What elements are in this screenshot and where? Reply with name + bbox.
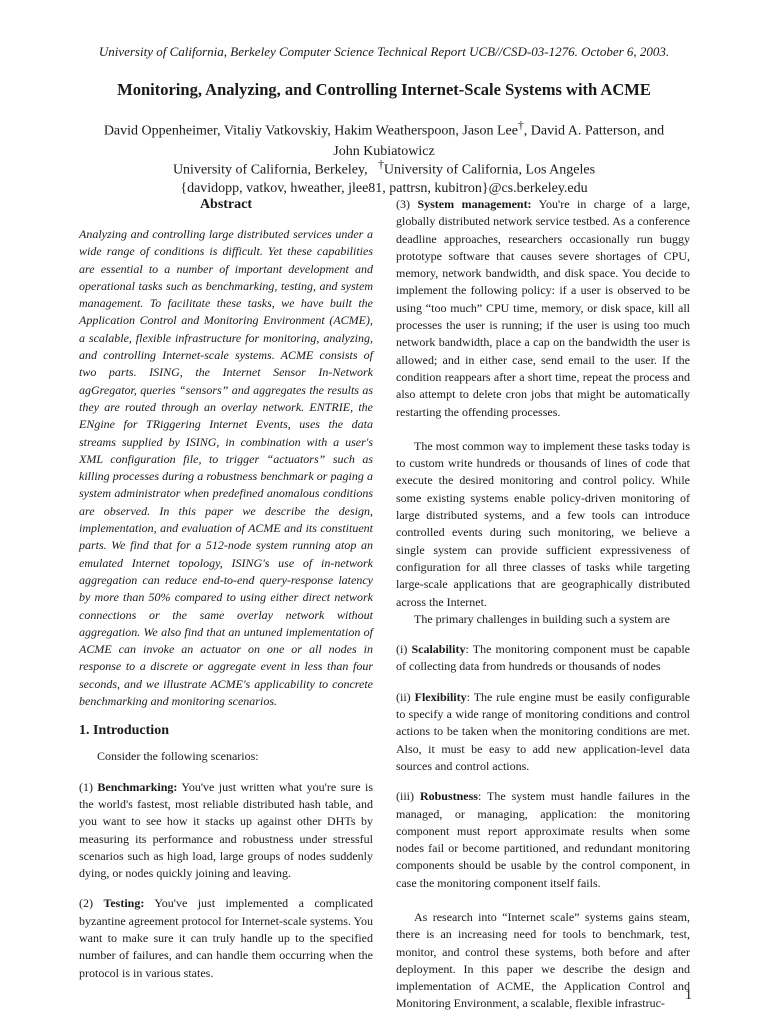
author-emails: {davidopp, vatkov, hweather, jlee81, pattrsn, kubitron}@cs.berkeley.edu bbox=[180, 180, 588, 196]
affiliations bbox=[0, 156, 768, 198]
affiliation-berkeley: University of California, Berkeley, bbox=[172, 162, 368, 178]
paragraph-challenges: The primary challenges in building such a system are bbox=[414, 611, 670, 626]
scenario-testing: (2) Testing: You've just implemented a complicated byzantine agreement protocol for Internet-scale systems. You want to make sure it can truly handle up to the specified number of failures, and can handle them occurring when the protocol is in various states. bbox=[79, 896, 373, 980]
authors-line1: David Oppenheimer, Vitaliy Vatkovskiy, Hakim Weatherspoon, Jason Lee bbox=[103, 123, 518, 139]
dagger-mark: † bbox=[517, 119, 524, 132]
page-number: 1 bbox=[685, 988, 692, 1003]
dagger-mark: † bbox=[378, 158, 384, 171]
intro-heading: 1. Introduction bbox=[79, 723, 169, 739]
authors-line2: John Kubiatowicz bbox=[333, 143, 435, 159]
author-list bbox=[70, 116, 698, 162]
authors-line1-end: , David A. Patterson, and bbox=[523, 123, 665, 139]
abstract-heading: Abstract bbox=[199, 197, 253, 212]
scenario-benchmarking: (1) Benchmarking: You've just written what you're sure is the world's fastest, most reliable distributed hash table, and you want to see how it stacks up against other DHTs by measuring its performance and robustness under stressful scenarios such as high load, large groups of nodes suddenly dying, or nodes quickly joining and leaving. bbox=[79, 779, 373, 881]
paper-title: Monitoring, Analyzing, and Controlling Internet-Scale Systems with ACME bbox=[117, 80, 651, 99]
paragraph-research: As research into “Internet scale” systems gains steam, there is an increasing need for tools to benchmark, test, monitor, and control these systems, both before and after deployment. In this paper we describe the design and implementation of ACME, the Application Control and Monitoring Environment, a scalable, flexible infrastruc- bbox=[396, 909, 690, 1011]
right-column bbox=[396, 196, 690, 1013]
report-header: University of California, Berkeley Computer Science Technical Report UCB//CSD-03-1276. October 6, 2003. bbox=[98, 44, 670, 59]
left-column bbox=[79, 196, 373, 982]
abstract-text: Analyzing and controlling large distributed services under a wide range of conditions is difficult. Yet these capabilities are essential to a number of important development and operational tasks such as benchmarking, testing, and system management. To facilitate these tasks, we have built the Application Control and Monitoring Environment (ACME), a scalable, flexible infrastructure for monitoring, analyzing, and controlling Internet-scale systems. ACME consists of two parts. ISING, the Internet Sensor In-Network agGregator, queries “sensors” and aggregates the results as they are routed through an overlay network. ENTRIE, the ENgine for TRiggering Internet Events, uses the data streams supplied by ISING, in combination with a user's XML configuration file, to trigger “actuators” such as killing processes during a robustness benchmark or paging a system administrator when predefined anomalous conditions are observed. In this paper we describe the design, implementation, and evaluation of ACME and its constituent parts. We find that for a 512-node system running atop an emulated Internet topology, ISING's use of in-network aggregation can reduce end-to-end query-response latency by more than 50% compared to using either direct network connections or the same overlay network without aggregation. We also find that an untuned implementation of ACME can invoke an actuator on one or all nodes in response to a discrete or aggregate event in less than four seconds, and we illustrate ACME's applicability to concrete benchmarking and monitoring scenarios. bbox=[79, 227, 373, 709]
challenge-flexibility: (ii) Flexibility: The rule engine must be easily configurable to specify a wide range of monitoring conditions and control actions to be taken when the monitoring conditions are met. Also, it must be easy to add new application-level data sources and control actions. bbox=[396, 689, 690, 773]
scenario-system-management: (3) System management: You're in charge of a large, globally distributed network service testbed. As a conference deadline approaches, researchers occasionally run buggy prototype software that causes severe shortages of CPU, memory, network bandwidth, and disk space. You decide to implement the following policy: if a user is observed to be using “too much” CPU time, memory, or disk space, kill all processes the user is running; if the user is using too much network bandwidth, place a cap on the bandwidth the user is allowed; and in either case, send email to the user. If the condition reappears after a short time, repeat the process and also attempt to delete cron jobs that might be automatically restarting the offending processes. bbox=[396, 197, 690, 419]
paragraph-common-way: The most common way to implement these tasks today is to custom write hundreds or thousands of lines of code that execute the desired monitoring and control policy. While some existing systems enable policy-driven monitoring of large distributed systems, and a few tools can introduce controlled events during such monitoring, we believe a single system can provide sufficient expressiveness of configuration for all three classes of tasks while targeting large-scale applications that are geographically distributed across the Internet. bbox=[396, 438, 690, 609]
challenge-scalability: (i) Scalability: The monitoring component must be capable of collecting data from hundreds or thousands of nodes bbox=[396, 642, 691, 674]
intro-lead: Consider the following scenarios: bbox=[97, 749, 259, 764]
affiliation-ucla: University of California, Los Angeles bbox=[383, 162, 596, 178]
challenge-robustness: (iii) Robustness: The system must handle failures in the managed, or managing, application: the monitoring component must report approximate results when some nodes fail or become partitioned, and redundant monitoring components should be usable by the control component, in case the monitoring component itself fails. bbox=[396, 789, 690, 890]
